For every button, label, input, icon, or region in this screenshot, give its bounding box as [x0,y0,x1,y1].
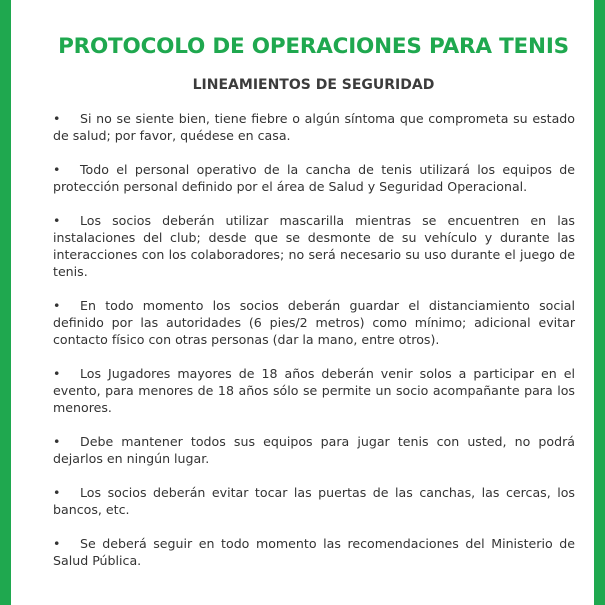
bullet-icon: • [53,298,61,313]
list-item-text: Debe mantener todos sus equipos para jugar tenis con usted, no podrá dejarlos en ningún lugar. [53,434,575,466]
bullet-icon: • [53,485,61,500]
bullet-icon: • [53,536,61,551]
list-item [53,212,575,280]
list-item [53,433,575,467]
list-item [53,297,575,348]
page-title: PROTOCOLO DE OPERACIONES PARA TENIS [58,34,569,59]
list-item [53,535,575,569]
list-item-text: Se deberá seguir en todo momento las recomendaciones del Ministerio de Salud Pública. [53,536,575,568]
list-item-text: En todo momento los socios deberán guardar el distanciamiento social definido por las autoridades (6 pies/2 metros) como mínimo; adicional evitar contacto físico con otras personas (dar la mano, entre otros). [53,298,575,347]
bullet-icon: • [53,111,61,126]
section-subtitle: LINEAMIENTOS DE SEGURIDAD [192,77,435,93]
list-item [53,161,575,195]
list-item-text: Todo el personal operativo de la cancha de tenis utilizará los equipos de protección personal definido por el área de Salud y Seguridad Operacional. [53,162,575,194]
bullet-icon: • [53,162,61,177]
list-item-text: Los socios deberán utilizar mascarilla mientras se encuentren en las instalaciones del club; desde que se desmonte de su vehículo y durante las interacciones con los colaboradores; no será necesario su uso durante el juego de tenis. [53,213,575,279]
bullet-icon: • [53,213,61,228]
list-item [53,365,575,416]
list-item-text: Los Jugadores mayores de 18 años deberán venir solos a participar en el evento, para menores de 18 años sólo se permite un socio acompañante para los menores. [53,366,575,415]
list-item-text: Los socios deberán evitar tocar las puertas de las canchas, las cercas, los bancos, etc. [53,485,575,517]
list-item-text: Si no se siente bien, tiene fiebre o algún síntoma que comprometa su estado de salud; por favor, quédese en casa. [53,111,575,143]
top-decoration [266,0,361,4]
list-item [53,110,575,144]
bullet-icon: • [53,366,61,381]
guidelines-list [53,110,575,586]
list-item [53,484,575,518]
bullet-icon: • [53,434,61,449]
